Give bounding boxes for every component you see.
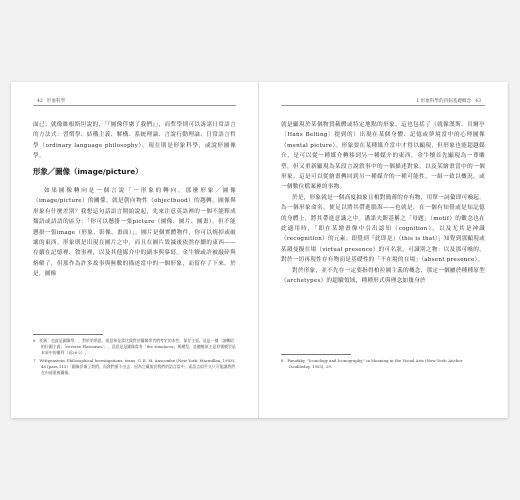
header-rule-right [281, 105, 485, 106]
right-page [259, 82, 507, 418]
footnote-rule-left [33, 334, 103, 335]
main-text-right-1: 就是顯現於某個物質載體或特定地點的形象，這也包括了（就像漢斯．貝爾亭〔Hans Belting〕提到的）出現在某個身體、記憶或夢境當中的心理圖像（mental picture）。形象要在某種媒介當中才得以顯現，但形象也能超越媒介，是可以從一種媒介轉移到另一種媒介的東西。金牛犢首先顯現為一尊雕塑，但又重新顯現為某段言說敘事中的一個描述對象，以及某繪畫當中的一個形象。這是可以從繪畫轉回到另一種媒介的一種可能性，一組一致以概況，或一個數位檔案裡的事物。 [281, 122, 485, 191]
running-head-title-left: 形象科學 [46, 99, 66, 104]
footnote-6: 6 托瑪：也就是圖像學，，對於哈斯思，就意象是當比與對於圖像學者們考定的本性，保存主張，這是一種「諸轉的柏拉圖主義」（reverse Platonism）」，意思是是圖像當有「the simulacra」與模型，並聽模原主是符號模型是本原中的權利（頁26-2）。 [33, 338, 236, 356]
footnote-7: 7 Wittgenstein, Philosophical Investigations, trans. G. E. M. Anscombe (New York: Macmillan, 1953), 48 (para.115)「圖像俘虜了我們，而我們卻不出去；因為它藏匿於我們的語言當中，而語言似乎又只可能讓我們在內部重複圖像。 [33, 357, 236, 376]
footnote-rule-right [281, 354, 351, 355]
section-title: 形象／圖像（image/picture） [33, 167, 143, 176]
footnotes-right [281, 358, 485, 371]
main-text-right-2: 於是，形象就是一個高度抽象且相對簡薄的存有物，用單一詞彙即可喚起。為一個形象命名，便足以將其帶進腦海——也就是，在一個有知覺或是知記憶的身體上，將其帶進意識之中。潘諾夫斯基稱之「母題」（motif）的觀念也在此適用時，「即在某繪畫像中引出認知（cognition），以及尤其是神識（recognition）的元素；即覺到『此即是』（this is that）」知覺到那顯現或某韻曼擬在場（virtual presence）的可名狀，可識別之物：以及那可喚的，對於一切再現性存有物而是基礎性的「不在場的在場」（absent presence）。 [281, 194, 485, 264]
main-paragraphs-right [281, 120, 485, 287]
running-head-left [33, 98, 65, 104]
intro-paragraph [33, 120, 236, 162]
book-spread [11, 82, 508, 418]
page-number-right: 43 [475, 99, 481, 104]
main-paragraph-left [33, 186, 236, 280]
page-number-left: 42 [37, 99, 43, 104]
footnotes-left [33, 338, 236, 377]
main-text-right-3: 對於形象，並不先存一定要指得柏拉圖主義的概念，那定一個屬於種種原型（archetypes）的超驗領域，種種形式與理念如幾身於 [281, 267, 485, 285]
main-text-left: 如果圖像轉向是一個言說「一形象的轉向，那麼形象／圖像（image/picture）的關係，就是朝向物性（objecthood）的趨轉。圖像與形象有什麼差別？我想這句話語言開始說起，先來注意英語裡的一個不能釋成類語或語語的區分：「你可以懸掛一張picture（圖像、圖片、圖畫），但不能懸掛一張image（形象、影像、畫面）」。圖片是個實體物件，你可以燒掉或破壞的東西。形象則是出現在圖片之中，而且在圖片毀滅後依然存續的東西——存續在記憶裡、敘事裡，以及其他媒介中的副本與摹寫。金牛犢或許被敲碎與熔解了，但那作為許多故事與無數的描述當中的一個形象，而留存了下來。於是，圖像 [33, 188, 236, 278]
intro-text: 面已；就像維根斯坦說的，「『圖像俘虜了我們』」，而哲學則可以訴諸日常語言的方法式：習慣學、結構主義、解構、系統理論、言說行動理論、日常語言哲學（ordinary language philosophy）。現在則是形象科學，或說形圖像學。 [33, 122, 236, 160]
footnote-8: 8 Panofsky, "Iconology and Iconography," in Meaning in the Visual Arts (New York: Anchor Doubleday, 1955), 29. [281, 358, 463, 370]
header-rule-left [33, 105, 236, 106]
left-page [11, 82, 259, 418]
running-head-right [416, 98, 485, 104]
running-head-title-right: 1 形象科學的四個基礎概念 [416, 99, 472, 104]
